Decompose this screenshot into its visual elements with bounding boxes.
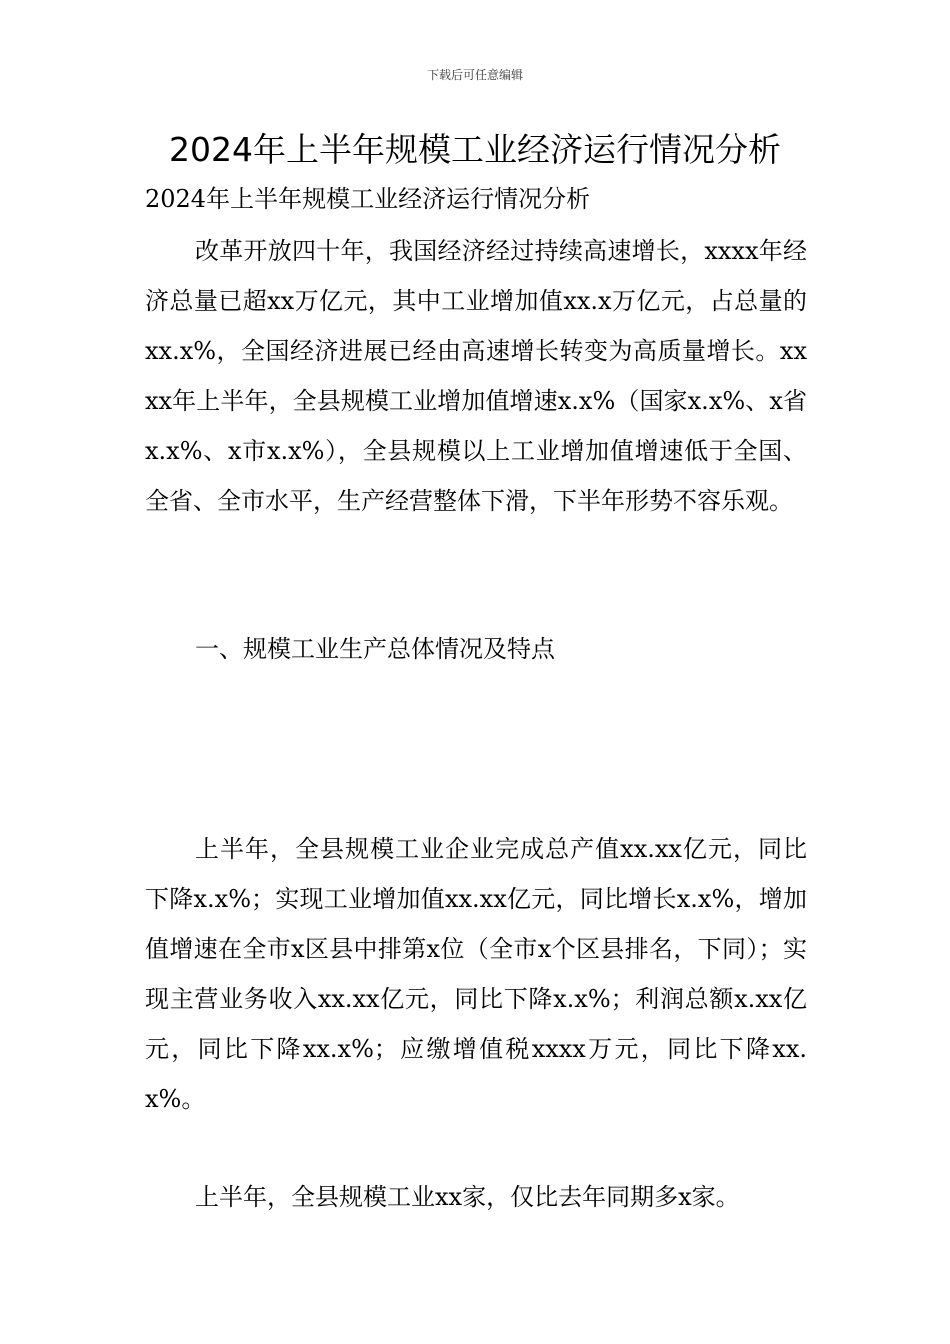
document-title: 2024年上半年规模工业经济运行情况分析 [169, 130, 781, 169]
paragraph-enterprise-count: 上半年，全县规模工业xx家，仅比去年同期多x家。 [195, 1183, 740, 1211]
header-note: 下载后可任意编辑 [426, 68, 523, 82]
document-subtitle: 2024年上半年规模工业经济运行情况分析 [145, 185, 591, 213]
paragraph-intro: 改革开放四十年，我国经济经过持续高速增长，xxxx年经济总量已超xx万亿元，其中工业增加值xx.x万亿元，占总量的xx.x%，全国经济进展已经由高速增长转变为高质量增长。xxxx年上半年，全县规模工业增加值增速x.x%（国家x.x%、x省x.x%、x市x.x%），全县规模以上工业增加值增速低于全国、全省、全市水平，生产经营整体下滑，下半年形势不容乐观。 [145, 237, 807, 515]
paragraph-overview: 上半年，全县规模工业企业完成总产值xx.xx亿元，同比下降x.x%；实现工业增加值xx.xx亿元，同比增长x.x%，增加值增速在全市x区县中排第x位（全市x个区县排名，下同）；实现主营业务收入xx.xx亿元，同比下降x.x%；利润总额x.xx亿元，同比下降xx.x%；应缴增值税xxxx万元，同比下降xx.x%。 [145, 835, 807, 1113]
section-heading: 一、规模工业生产总体情况及特点 [195, 635, 555, 663]
